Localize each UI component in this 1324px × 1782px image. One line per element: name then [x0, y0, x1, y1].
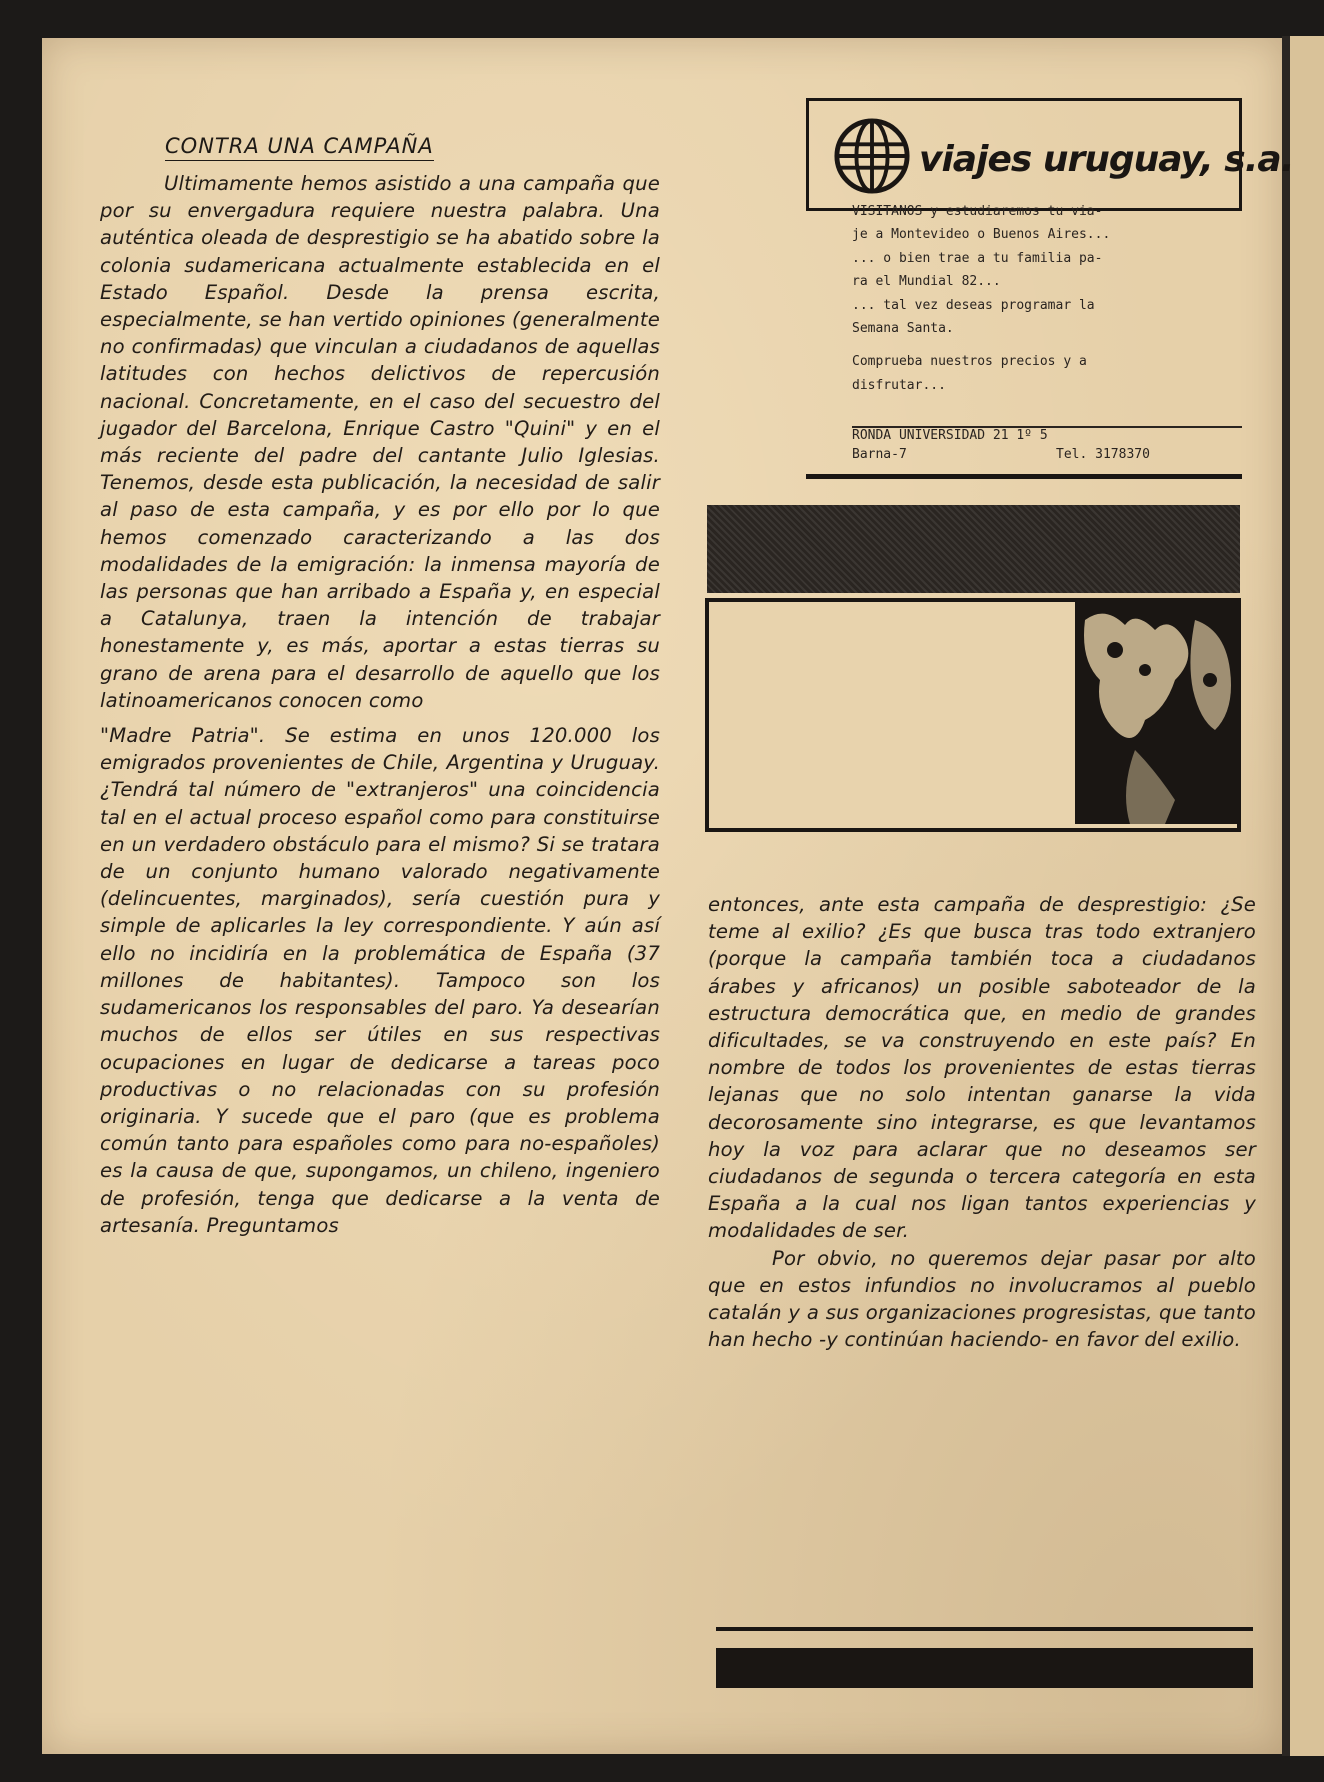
ad-city: Barna-7: [852, 447, 907, 462]
ad-bottom-rule: [806, 474, 1242, 479]
ad-copy: [852, 200, 1182, 397]
photo-silhouette: [1075, 600, 1241, 824]
article-paragraph-1: Ultimamente hemos asistido a una campaña que por su envergadura requiere nuestra palabra. Una auténtica oleada de desprestigio se ha abatido sobre la colonia sudamericana actualmente establecida en el Estado Español. Desde la prensa escrita, especialmente, se han vertido opiniones (generalmente no confirmadas) que vinculan a ciudadanos de aquellas latitudes con hechos delictivos de repercusión nacional. Concretamente, en el caso del secuestro del jugador del Barcelona, Enrique Castro "Quini" y en el más reciente del padre del cantante Julio Iglesias. Tenemos, desde esta publicación, la necesidad de salir al paso de esta campaña, y es por ello por lo que hemos comenzado caracterizando a las dos modalidades de la emigración: la inmensa mayoría de las personas que han arribado a España y, en especial a Catalunya, traen la intención de trabajar honestamente y, es más, aportar a estas tierras su grano de arena para el desarrollo de aquello que los latinoamericanos conocen como: [100, 172, 660, 712]
ad-address: RONDA UNIVERSIDAD 21 1º 5: [852, 426, 1242, 443]
ad-line: je a Montevideo o Buenos Aires...: [852, 227, 1111, 243]
ad-line: ra el Mundial 82...: [852, 274, 1001, 290]
article-right-column: [708, 891, 1256, 1353]
ad-line: ... o bien trae a tu familia pa-: [852, 250, 1103, 266]
globe-icon: [833, 117, 911, 195]
ad-contact: [852, 447, 1242, 462]
article-paragraph-4: Por obvio, no queremos dejar pasar por alto que en estos infundios no involucramos al pueblo catalán y a sus organizaciones progresistas, que tanto han hecho -y continúan haciendo- en favor del exilio.: [708, 1246, 1256, 1352]
bottom-rule: [716, 1627, 1253, 1631]
article-paragraph-2: "Madre Patria". Se estima en unos 120.000 los emigrados provenientes de Chile, Argentina y Uruguay. ¿Tendrá tal número de "extranjeros" una coincidencia tal en el actual proceso español como para constituirse en un verdadero obstáculo para el mismo? Si se tratara de un conjunto humano valorado negativamente (delincuentes, marginados), sería cuestión pura y simple de aplicarles la ley correspondiente. Y aún así ello no incidiría en la problemática de España (37 millones de habitantes). Tampoco son los sudamericanos los responsables del paro. Ya desearían muchos de ellos ser útiles en sus respectivas ocupaciones en lugar de dedicarse a tareas poco productivas o no relacionadas con su profesión originaria. Y sucede que el paro (que es problema común tanto para españoles como para no-españoles) es la causa de que, supongamos, un chileno, ingeniero de profesión, tenga que dedicarse a la venta de artesanía. Preguntamos: [100, 724, 660, 1237]
bottom-bar: [716, 1648, 1253, 1688]
ad-line: ... tal vez deseas programar la: [852, 297, 1095, 313]
halftone-photo: [1075, 600, 1241, 824]
article-left-column: [100, 170, 660, 1239]
ad-line: disfrutar...: [852, 377, 946, 393]
ad-line: Semana Santa.: [852, 321, 954, 337]
ad-logo-box: [806, 98, 1294, 211]
ad-line: VISITANOS y estudiaremos tu via-: [852, 204, 1103, 219]
halftone-band: [707, 505, 1240, 593]
next-page-edge: [1290, 36, 1324, 1756]
page-gutter: [1282, 36, 1290, 1756]
ad-line: Comprueba nuestros precios y a: [852, 354, 1087, 370]
article-title: CONTRA UNA CAMPAÑA: [165, 134, 434, 161]
article-paragraph-3: entonces, ante esta campaña de desprestigio: ¿Se teme al exilio? ¿Es que busca tras todo extranjero (porque la campaña también toca a ciudadanos árabes y africanos) un posible saboteador de la estructura democrática que, en medio de grandes dificultades, se va construyendo en este país? En nombre de todos los provenientes de estas tierras lejanas que no solo intentan ganarse la vida decorosamente sino integrarse, es que levantamos hoy la voz para aclarar que no deseamos ser ciudadanos de segunda o tercera categoría en esta España a la cual nos ligan tantos experiencias y modalidades de ser.: [708, 893, 1256, 1243]
ad-brand-logo: viajes uruguay, s.a.: [919, 139, 1294, 180]
ad-phone: Tel. 3178370: [1056, 447, 1150, 462]
